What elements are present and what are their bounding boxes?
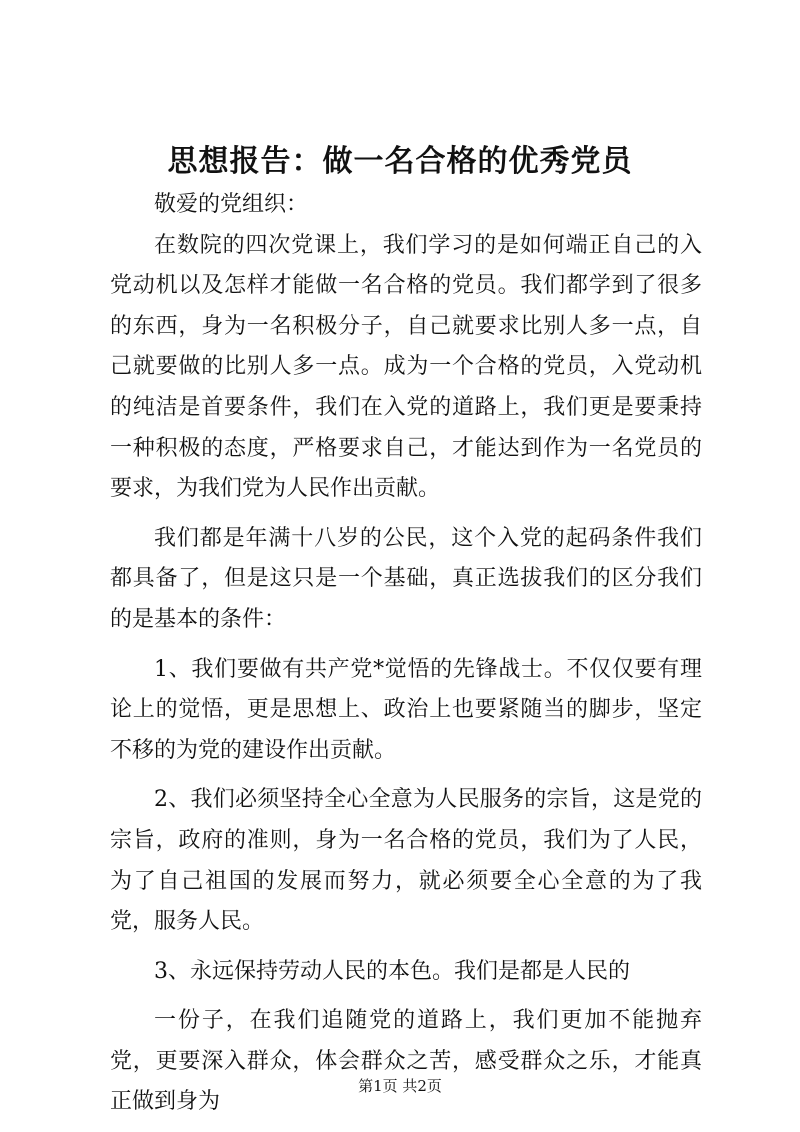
paragraph-3: 1、我们要做有共产党*觉悟的先锋战士。不仅仅要有理论上的觉悟，更是思想上、政治上也要紧随当的脚步，坚定不移的为党的建设作出贡献。: [110, 656, 702, 763]
paragraph-5: 3、永远保持劳动人民的本色。我们是都是人民的: [154, 958, 630, 984]
paragraph-6: 一份子，在我们追随党的道路上，我们更加不能抛弃党，更要深入群众，体会群众之苦，感受群众之乐，才能真正做到身为: [110, 1008, 702, 1115]
paragraph-4: 2、我们必须坚持全心全意为人民服务的宗旨，这是党的宗旨，政府的准则，身为一名合格的党员，我们为了人民，为了自己祖国的发展而努力，就必须要全心全意的为了我党，服务人民。: [110, 787, 702, 935]
paragraph-2: 我们都是年满十八岁的公民，这个入党的起码条件我们都具备了，但是这只是一个基础，真正选拔我们的区分我们的是基本的条件：: [110, 525, 702, 632]
salutation: 敬爱的党组织：: [154, 192, 309, 217]
page-footer: 第1页 共2页: [358, 1077, 442, 1095]
document-body: [110, 185, 702, 1132]
document-title: 思想报告：做一名合格的优秀党员: [167, 144, 633, 179]
paragraph-1: 在数院的四次党课上，我们学习的是如何端正自己的入党动机以及怎样才能做一名合格的党员。我们都学到了很多的东西，身为一名积极分子，自己就要求比别人多一点，自己就要做的比别人多一点。成为一个合格的党员，入党动机的纯洁是首要条件，我们在入党的道路上，我们更是要秉持一种积极的态度，严格要求自己，才能达到作为一名党员的要求，为我们党为人民作出贡献。: [110, 232, 702, 502]
